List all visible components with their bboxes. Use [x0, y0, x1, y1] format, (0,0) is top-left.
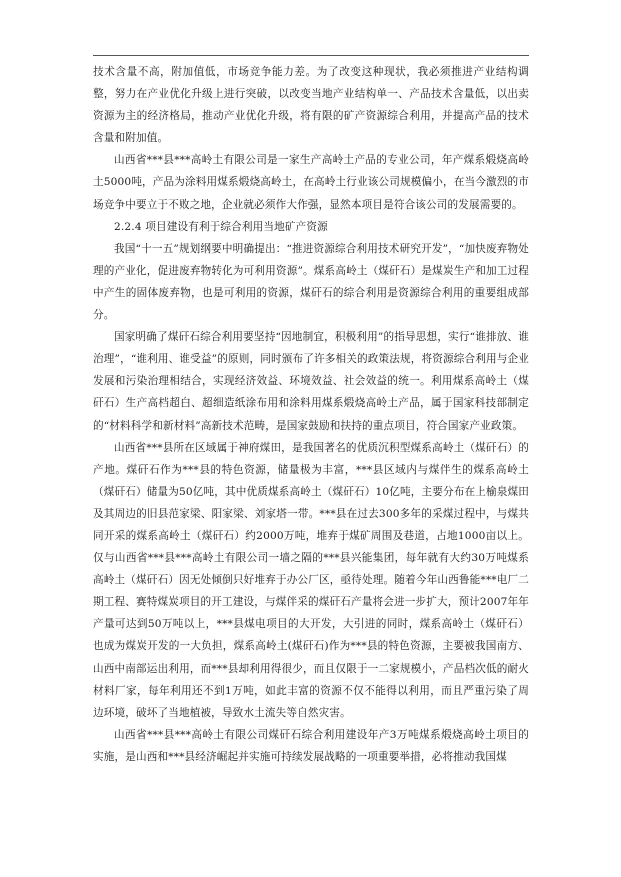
paragraph-five-year-plan: 我国“十一五”规划纲要中明确提出：“推进资源综合利用技术研究开发”，“加快废弃物处理的产业化，促进废弃物转化为可利用资源”。煤系高岭土（煤矸石）是煤炭生产和加工过程中产生的固体废弃物，也是可利用的资源，煤矸石的综合利用是资源综合利用的重要组成部分。	[93, 242, 529, 322]
document-body	[93, 61, 529, 768]
paragraph-national-policy: 国家明确了煤矸石综合利用要坚持“因地制宜，积极利用”的指导思想，实行“谁排放、谁治理”，“谁利用、谁受益”的原则，同时颁布了许多相关的政策法规，将资源综合利用与企业发展和污染治理相结合，实现经济效益、环境效益、社会效益的统一。利用煤系高岭土（煤矸石）生产高档超白、超细造纸涂布用和涂料用煤系煅烧高岭土产品，属于国家科技部制定的“材料科学和新材料”高新技术范畴，是国家鼓励和扶持的重点项目，符合国家产业政策。	[93, 331, 529, 432]
header-rule	[93, 55, 529, 56]
paragraph-project-significance: 山西省***县***高岭土有限公司煤矸石综合利用建设年产3万吨煤系煅烧高岭土项目的实施，是山西和***县经济崛起并实施可持续发展战略的一项重要举措，必将推动我国煤	[93, 728, 529, 763]
section-heading-2-2-4: 2.2.4 项目建设有利于综合利用当地矿产资源	[114, 220, 328, 233]
paragraph-company-intro: 山西省***县***高岭土有限公司是一家生产高岭土产品的专业公司，年产煤系煅烧高岭土5000吨，产品为涂料用煤系煅烧高岭土，在高岭土行业该公司规模偏小，在当今激烈的市场竞争中要立于不败之地，企业就必须作大作强，显然本项目是符合该公司的发展需要的。	[93, 154, 529, 211]
paragraph-local-resources: 山西省***县所在区域属于神府煤田，是我国著名的优质沉积型煤系高岭土（煤矸石）的产地。煤矸石作为***县的特色资源，储量极为丰富，***县区域内与煤伴生的煤系高岭土（煤矸石）储量为50亿吨，其中优质煤系高岭土（煤矸石）10亿吨，主要分布在上榆泉煤田及其周边的旧县范家梁、阳家梁、刘家塔一带。***县在过去300多年的采煤过程中，与煤共同开采的煤系高岭土（煤矸石）约2000万吨，堆弃于煤矿周围及巷道，占地1000亩以上。仅与山西省***县***高岭土有限公司一墙之隔的***县兴能集团，每年就有大约30万吨煤系高岭土（煤矸石）因无处倾倒只好堆弃于办公厂区，亟待处理。随着今年山西鲁能***电厂二期工程、赛特煤炭项目的开工建设，与煤伴采的煤矸石产量将会进一步扩大，预计2007年年产量可达到50万吨以上，***县煤电项目的大开发，大引进的同时，煤系高岭土（煤矸石）也成为煤炭开发的一大负担，煤系高岭土(煤矸石)作为***县的特色资源，主要被我国南方、山西中南部运出利用，而***县却利用得很少，而且仅限于一二家规模小，产品档次低的耐火材料厂家，每年利用还不到1万吨，如此丰富的资源不仅不能得以利用，而且严重污染了周边环境，破坏了当地植被，导致水土流失等自然灾害。	[93, 441, 529, 719]
paragraph-industry-structure: 技术含量不高，附加值低，市场竞争能力差。为了改变这种现状，我必须推进产业结构调整，努力在产业优化升级上进行突破，以改变当地产业结构单一、产品技术含量低，以出卖资源为主的经济格局，推动产业优化升级，将有限的矿产资源综合利用，并提高产品的技术含量和附加值。	[93, 66, 529, 145]
